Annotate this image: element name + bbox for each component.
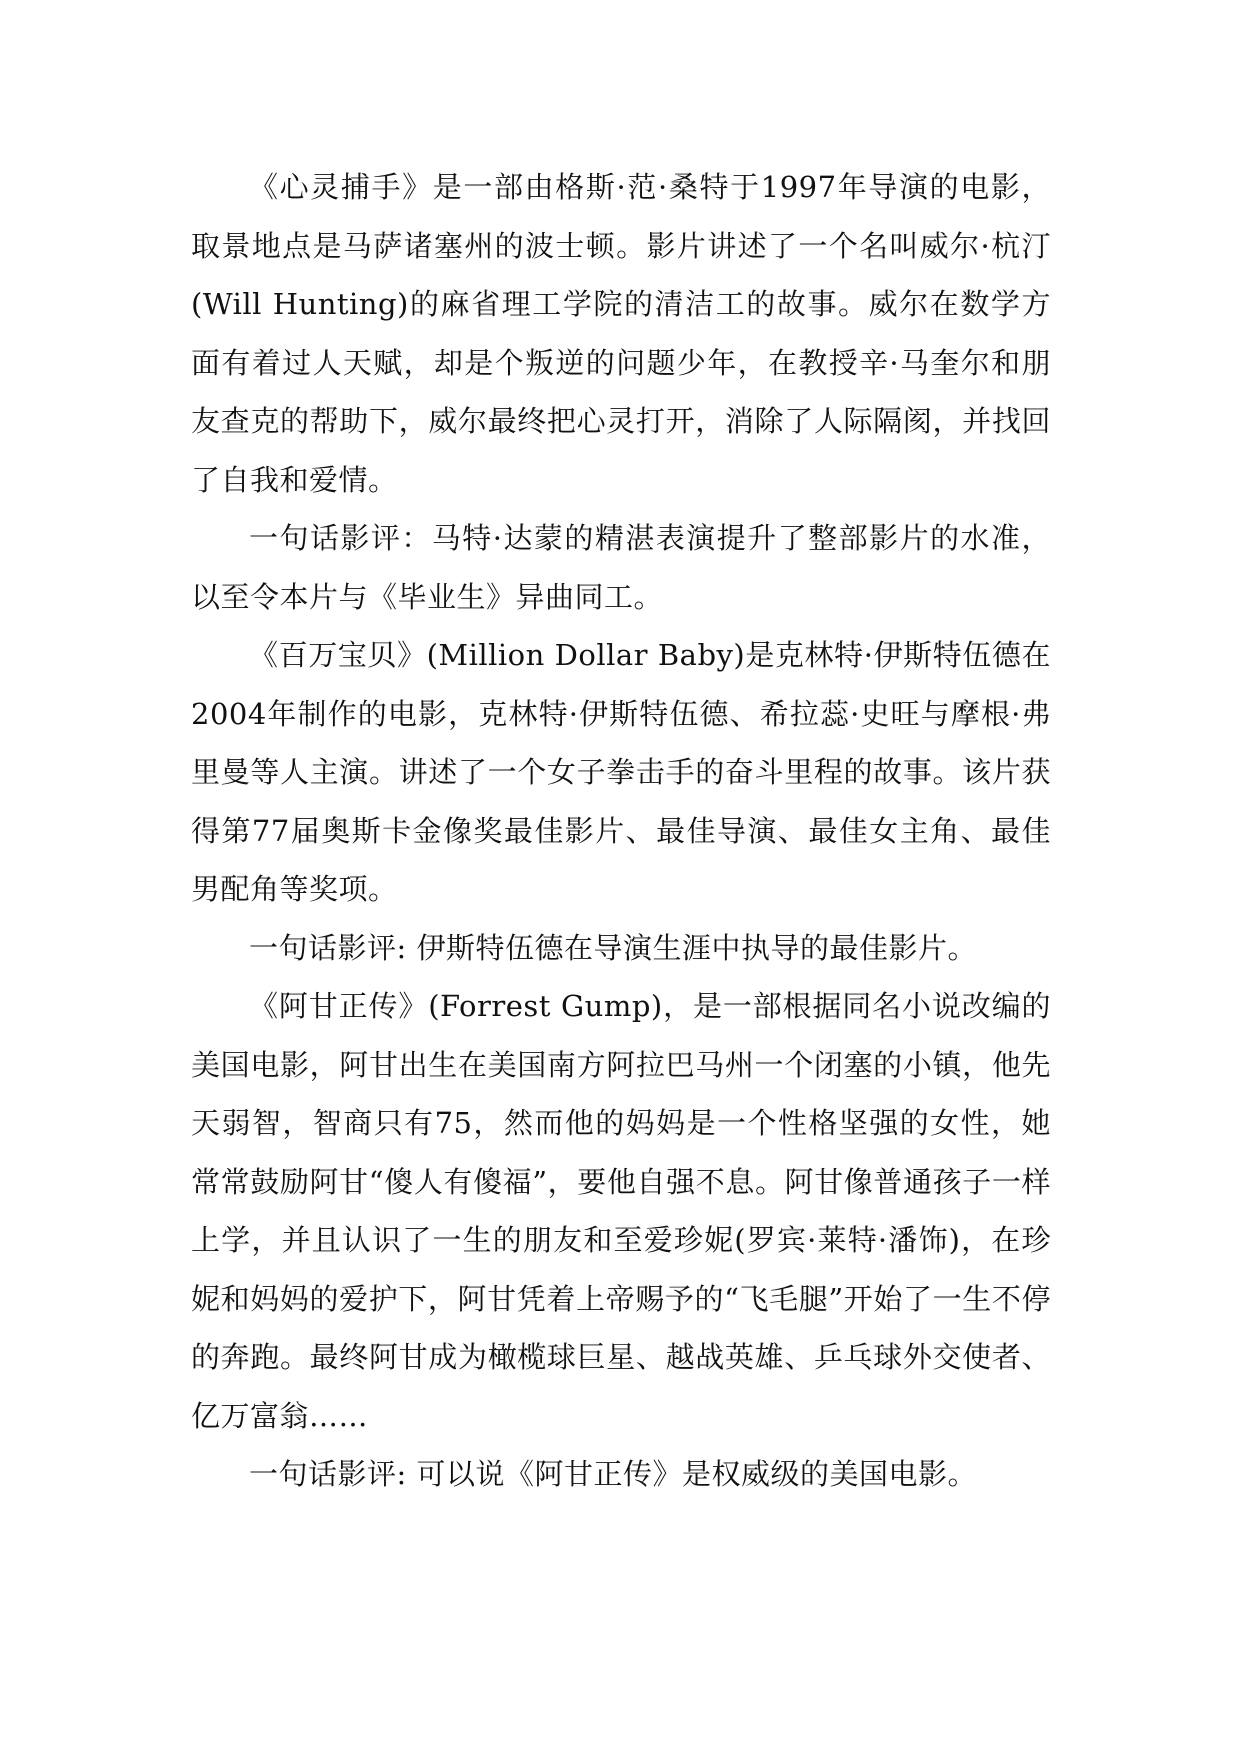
- paragraph-good-will-hunting-review: 一句话影评：马特·达蒙的精湛表演提升了整部影片的水准，以至令本片与《毕业生》异曲同工。: [191, 521, 1051, 614]
- paragraph-good-will-hunting-summary: 《心灵捕手》是一部由格斯·范·桑特于1997年导演的电影，取景地点是马萨诸塞州的波士顿。影片讲述了一个名叫威尔·杭汀 (Will Hunting)的麻省理工学院的清洁工的故事。威尔在数学方面有着过人天赋，却是个叛逆的问题少年，在教授辛·马奎尔和朋友查克的帮助下，威尔最终把心灵打开，消除了人际隔阂，并找回了自我和爱情。: [191, 170, 1051, 497]
- paragraph-forrest-gump-summary: 《阿甘正传》(Forrest Gump)，是一部根据同名小说改编的美国电影，阿甘出生在美国南方阿拉巴马州一个闭塞的小镇，他先天弱智，智商只有75，然而他的妈妈是一个性格坚强的女性，她常常鼓励阿甘“傻人有傻福”，要他自强不息。阿甘像普通孩子一样上学，并且认识了一生的朋友和至爱珍妮(罗宾·莱特·潘饰)，在珍妮和妈妈的爱护下，阿甘凭着上帝赐予的“飞毛腿”开始了一生不停的奔跑。最终阿甘成为橄榄球巨星、越战英雄、乒乓球外交使者、亿万富翁……: [191, 989, 1051, 1433]
- paragraph-forrest-gump-review: 一句话影评: 可以说《阿甘正传》是权威级的美国电影。: [249, 1457, 977, 1491]
- document-body: [191, 158, 1051, 1504]
- paragraph-million-dollar-baby-review: 一句话影评: 伊斯特伍德在导演生涯中执导的最佳影片。: [249, 930, 977, 965]
- paragraph-million-dollar-baby-summary: 《百万宝贝》(Million Dollar Baby)是克林特·伊斯特伍德在2004年制作的电影，克林特·伊斯特伍德、希拉蕊·史旺与摩根·弗里曼等人主演。讲述了一个女子拳击手的奋斗里程的故事。该片获得第77届奥斯卡金像奖最佳影片、最佳导演、最佳女主角、最佳男配角等奖项。: [191, 638, 1051, 906]
